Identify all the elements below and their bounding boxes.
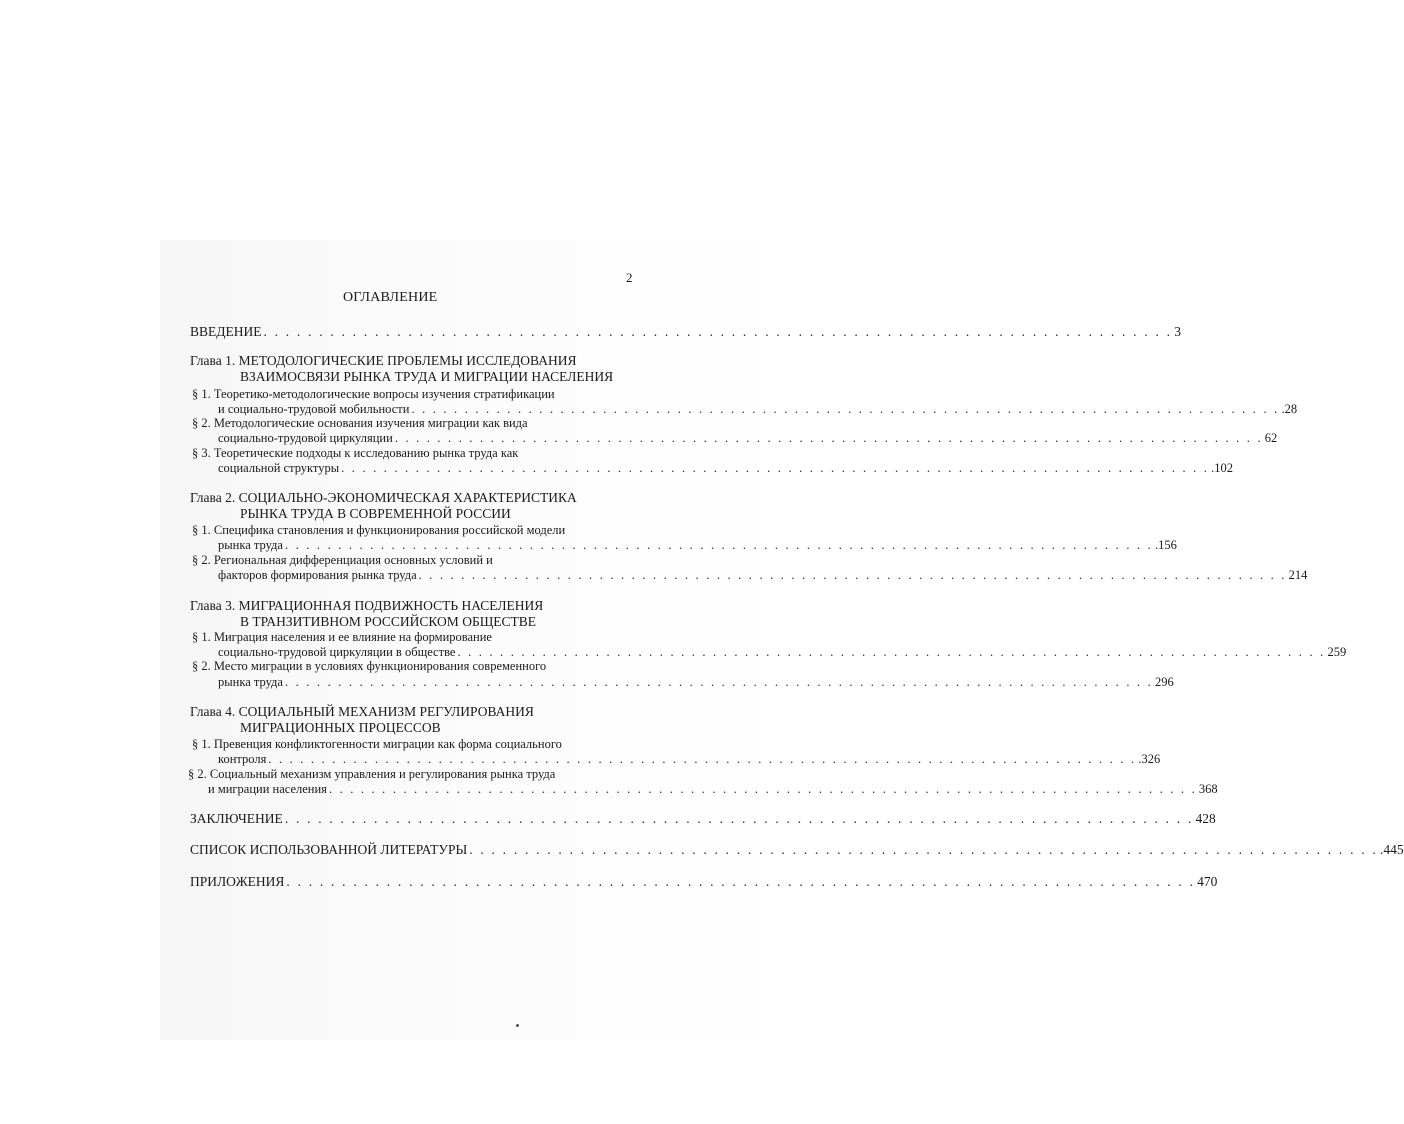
leader-dots: . . . . . . . . . . . . . . . . . . . . . . . . . . . . . . . . . . . . . . . . . . . . . . . . . . . . . . . . . . . . . . . . . . . . . . . . . . . . . . . . . . — [411, 402, 1280, 416]
chapter-3-heading-cont: В ТРАНЗИТИВНОМ РОССИЙСКОМ ОБЩЕСТВЕ — [240, 614, 537, 629]
toc-entry-label: ВВЕДЕНИЕ — [190, 324, 262, 339]
section-title-cont: контроля — [218, 752, 267, 766]
toc-entry-introduction[interactable] — [190, 324, 1181, 340]
leader-dots: . . . . . . . . . . . . . . . . . . . . . . . . . . . . . . . . . . . . . . . . . . . . . . . . . . . . . . . . . . . . . . . . . . . . . . . . . . . . . . . . . . — [394, 431, 1263, 445]
leader-dots: . . . . . . . . . . . . . . . . . . . . . . . . . . . . . . . . . . . . . . . . . . . . . . . . . . . . . . . . . . . . . . . . . . . . . . . . . . . . . . . . . . — [284, 538, 1153, 552]
leader-dots: . . . . . . . . . . . . . . . . . . . . . . . . . . . . . . . . . . . . . . . . . . . . . . . . . . . . . . . . . . . . . . . . . . . . . . . . . . . . . . . . . . — [418, 568, 1287, 582]
section-page: 62 — [1264, 431, 1278, 445]
section-page: 296 — [1154, 675, 1174, 689]
section-page: 259 — [1327, 645, 1347, 659]
chapter-1-section-1-entry[interactable] — [218, 402, 1298, 417]
chapter-2-heading[interactable]: Глава 2. СОЦИАЛЬНО-ЭКОНОМИЧЕСКАЯ ХАРАКТЕРИСТИКА — [190, 490, 577, 505]
section-page: .326 — [1138, 752, 1161, 766]
chapter-4-heading[interactable]: Глава 4. СОЦИАЛЬНЫЙ МЕХАНИЗМ РЕГУЛИРОВАНИЯ — [190, 704, 534, 719]
section-page: 368 — [1198, 782, 1218, 796]
leader-dots: . . . . . . . . . . . . . . . . . . . . . . . . . . . . . . . . . . . . . . . . . . . . . . . . . . . . . . . . . . . . . . . . . . . . . . . . . . . . . . . . . . — [328, 782, 1197, 796]
toc-entry-page: 428 — [1195, 811, 1216, 826]
toc-entry-bibliography[interactable] — [190, 842, 1404, 858]
toc-title: ОГЛАВЛЕНИЕ — [343, 290, 438, 305]
leader-dots: . . . . . . . . . . . . . . . . . . . . . . . . . . . . . . . . . . . . . . . . . . . . . . . . . . . . . . . . . . . . . . . . . . . . . . . . . . . . . . . . . . — [268, 752, 1137, 766]
section-page: 214 — [1288, 568, 1308, 582]
chapter-1-section-3-entry[interactable] — [218, 461, 1233, 476]
chapter-1-heading[interactable]: Глава 1. МЕТОДОЛОГИЧЕСКИЕ ПРОБЛЕМЫ ИССЛЕДОВАНИЯ — [190, 353, 577, 368]
chapter-3-section-1-title[interactable]: § 1. Миграция населения и ее влияние на формирование — [192, 630, 492, 644]
chapter-1-section-2-entry[interactable] — [218, 431, 1278, 446]
toc-entry-page: 470 — [1197, 874, 1218, 889]
leader-dots: . . . . . . . . . . . . . . . . . . . . . . . . . . . . . . . . . . . . . . . . . . . . . . . . . . . . . . . . . . . . . . . . . . . . . . . . . . . . . . . . . . — [457, 645, 1326, 659]
leader-dots: . . . . . . . . . . . . . . . . . . . . . . . . . . . . . . . . . . . . . . . . . . . . . . . . . . . . . . . . . . . . . . . . . . . . . . . . . . . . . . . . . . — [341, 461, 1210, 475]
scan-speck — [516, 1024, 519, 1027]
chapter-4-section-2-entry[interactable] — [208, 782, 1218, 797]
chapter-3-section-2-title[interactable]: § 2. Место миграции в условиях функционирования современного — [192, 659, 547, 673]
chapter-2-section-1-entry[interactable] — [218, 538, 1177, 553]
leader-dots: . . . . . . . . . . . . . . . . . . . . . . . . . . . . . . . . . . . . . . . . . . . . . . . . . . . . . . . . . . . . . . . . . . . . . . . . . . . . . . . . . . — [263, 324, 1173, 339]
section-page: .28 — [1281, 402, 1298, 416]
leader-dots: . . . . . . . . . . . . . . . . . . . . . . . . . . . . . . . . . . . . . . . . . . . . . . . . . . . . . . . . . . . . . . . . . . . . . . . . . . . . . . . . . . — [284, 675, 1153, 689]
chapter-4-section-1-entry[interactable] — [218, 752, 1161, 767]
chapter-3-section-1-entry[interactable] — [218, 645, 1347, 660]
section-title-cont: факторов формирования рынка труда — [218, 568, 417, 582]
leader-dots: . . . . . . . . . . . . . . . . . . . . . . . . . . . . . . . . . . . . . . . . . . . . . . . . . . . . . . . . . . . . . . . . . . . . . . . . . . . . . . . . . . — [284, 811, 1194, 826]
chapter-3-heading[interactable]: Глава 3. МИГРАЦИОННАЯ ПОДВИЖНОСТЬ НАСЕЛЕНИЯ — [190, 598, 544, 613]
leader-dots: . . . . . . . . . . . . . . . . . . . . . . . . . . . . . . . . . . . . . . . . . . . . . . . . . . . . . . . . . . . . . . . . . . . . . . . . . . . . . . . . . . — [286, 874, 1196, 889]
chapter-2-heading-cont: РЫНКА ТРУДА В СОВРЕМЕННОЙ РОССИИ — [240, 506, 511, 521]
chapter-4-heading-cont: МИГРАЦИОННЫХ ПРОЦЕССОВ — [240, 720, 441, 735]
section-title-cont: рынка труда — [218, 538, 283, 552]
page-number: 2 — [626, 270, 633, 285]
chapter-1-section-2-title[interactable]: § 2. Методологические основания изучения миграции как вида — [192, 416, 528, 430]
section-title-cont: социально-трудовой циркуляции в обществе — [218, 645, 456, 659]
section-title-cont: социальной структуры — [218, 461, 340, 475]
section-page: .156 — [1154, 538, 1177, 552]
chapter-1-section-3-title[interactable]: § 3. Теоретические подходы к исследованию рынка труда как — [192, 446, 519, 460]
section-title-cont: и миграции населения — [208, 782, 327, 796]
toc-entry-page: 3 — [1174, 324, 1181, 339]
toc-entry-label: ЗАКЛЮЧЕНИЕ — [190, 811, 283, 826]
leader-dots: . . . . . . . . . . . . . . . . . . . . . . . . . . . . . . . . . . . . . . . . . . . . . . . . . . . . . . . . . . . . . . . . . . . . . . . . . . . . . . . . . . — [469, 842, 1378, 857]
chapter-1-heading-cont: ВЗАИМОСВЯЗИ РЫНКА ТРУДА И МИГРАЦИИ НАСЕЛЕНИЯ — [240, 369, 614, 384]
chapter-2-section-2-title[interactable]: § 2. Региональная дифференциация основных условий и — [192, 553, 493, 567]
chapter-4-section-2-title[interactable]: § 2. Социальный механизм управления и регулирования рынка труда — [188, 767, 556, 781]
chapter-1-section-1-title[interactable]: § 1. Теоретико-методологические вопросы изучения стратификации — [192, 387, 555, 401]
section-page: .102 — [1211, 461, 1233, 475]
chapter-3-section-2-entry[interactable] — [218, 675, 1174, 690]
section-title-cont: рынка труда — [218, 675, 283, 689]
toc-entry-appendices[interactable] — [190, 874, 1218, 890]
chapter-2-section-2-entry[interactable] — [218, 568, 1308, 583]
section-title-cont: социально-трудовой циркуляции — [218, 431, 393, 445]
toc-entry-label: ПРИЛОЖЕНИЯ — [190, 874, 285, 889]
toc-entry-conclusion[interactable] — [190, 811, 1216, 827]
chapter-2-section-1-title[interactable]: § 1. Специфика становления и функционирования российской модели — [192, 523, 566, 537]
toc-entry-label: СПИСОК ИСПОЛЬЗОВАННОЙ ЛИТЕРАТУРЫ — [190, 842, 468, 857]
chapter-4-section-1-title[interactable]: § 1. Превенция конфликтогенности миграции как форма социального — [192, 737, 562, 751]
section-title-cont: и социально-трудовой мобильности — [218, 402, 410, 416]
toc-entry-page: .445 — [1379, 842, 1404, 857]
